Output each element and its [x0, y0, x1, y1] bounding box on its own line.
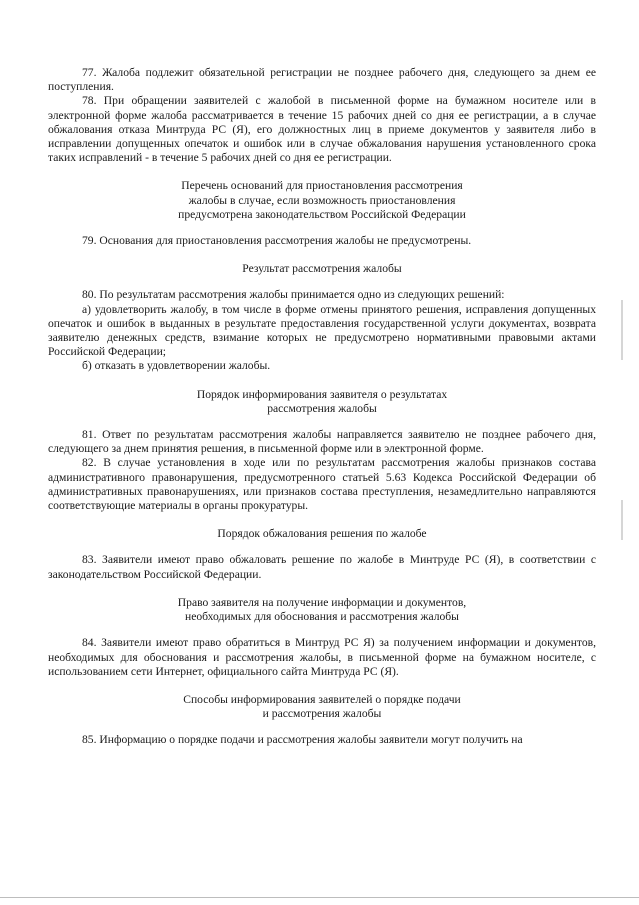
heading-line: Способы информирования заявителей о порядке подачи [183, 692, 461, 706]
paragraph-80b: б) отказать в удовлетворении жалобы. [82, 359, 271, 373]
paragraph-79: 79. Основания для приостановления рассмотрения жалобы не предусмотрены. [82, 234, 472, 248]
heading-result [48, 262, 596, 276]
scan-bottom-edge [0, 897, 639, 898]
heading-line: Порядок обжалования решения по жалобе [217, 527, 427, 541]
heading-line: Перечень оснований для приостановления рассмотрения [181, 179, 463, 193]
heading-line: рассмотрения жалобы [267, 401, 377, 415]
heading-line: жалобы в случае, если возможность приостановления [188, 193, 456, 207]
paragraph-83: 83. Заявители имеют право обжаловать решение по жалобе в Минтруде РС (Я), в соответствии с законодательством Российской Федерации. [48, 553, 596, 581]
heading-line: предусмотрена законодательством Российской Федерации [178, 207, 466, 221]
paragraph-80: 80. По результатам рассмотрения жалобы принимается одно из следующих решений: [82, 288, 505, 302]
heading-line: Право заявителя на получение информации и документов, [177, 595, 467, 609]
paragraph-82: 82. В случае установления в ходе или по результатам рассмотрения жалобы признаков состава административного правонарушения, предусмотренного статьей 5.63 Кодекса Российской Федерации об административных правонарушениях, или признаков состава преступления, незамедлительно направляются соответствующие материалы в органы прокуратуры. [48, 456, 596, 513]
heading-line: необходимых для обоснования и рассмотрения жалобы [185, 610, 459, 624]
paragraph-81: 81. Ответ по результатам рассмотрения жалобы направляется заявителю не позднее рабочего дня, следующего за днем принятия решения, в письменной форме или в электронной форме. [48, 428, 596, 456]
scan-margin-mark [621, 500, 623, 540]
heading-appeal [48, 527, 596, 541]
document-page [48, 66, 596, 748]
heading-line: и рассмотрения жалобы [262, 707, 382, 721]
paragraph-85: 85. Информацию о порядке подачи и рассмотрения жалобы заявители могут получить на [82, 733, 523, 747]
heading-informing [48, 388, 596, 416]
heading-suspension [48, 179, 596, 222]
paragraph-77: 77. Жалоба подлежит обязательной регистрации не позднее рабочего дня, следующего за днем ее поступления. [48, 66, 596, 94]
scan-margin-mark [621, 300, 623, 360]
paragraph-80a: а) удовлетворить жалобу, в том числе в форме отмены принятого решения, исправления допущенных опечаток и ошибок в выданных в результате предоставления государственной услуги документах, возврата заявителю денежных средств, взимание которых не предусмотрено нормативными правовыми актами Российской Федерации; [48, 302, 596, 359]
heading-right-info [48, 596, 596, 624]
paragraph-84: 84. Заявители имеют право обратиться в Минтруд РС Я) за получением информации и документов, необходимых для обоснования и рассмотрения жалобы, в письменной форме на бумажном носителе, с использованием сети Интернет, официального сайта Минтруда РС (Я). [48, 636, 596, 678]
heading-methods [48, 693, 596, 721]
paragraph-78: 78. При обращении заявителей с жалобой в письменной форме на бумажном носителе или в электронной форме жалоба рассматривается в течение 15 рабочих дней со дня ее регистрации, а в случае обжалования отказа Минтруда РС (Я), его должностных лиц в приеме документов у заявителя либо в исправлении допущенных опечаток и ошибок или в случае обжалования нарушения установленного срока таких исправлений - в течение 5 рабочих дней со дня ее регистрации. [48, 94, 596, 165]
heading-line: Порядок информирования заявителя о результатах [196, 387, 448, 401]
heading-line: Результат рассмотрения жалобы [242, 262, 402, 276]
